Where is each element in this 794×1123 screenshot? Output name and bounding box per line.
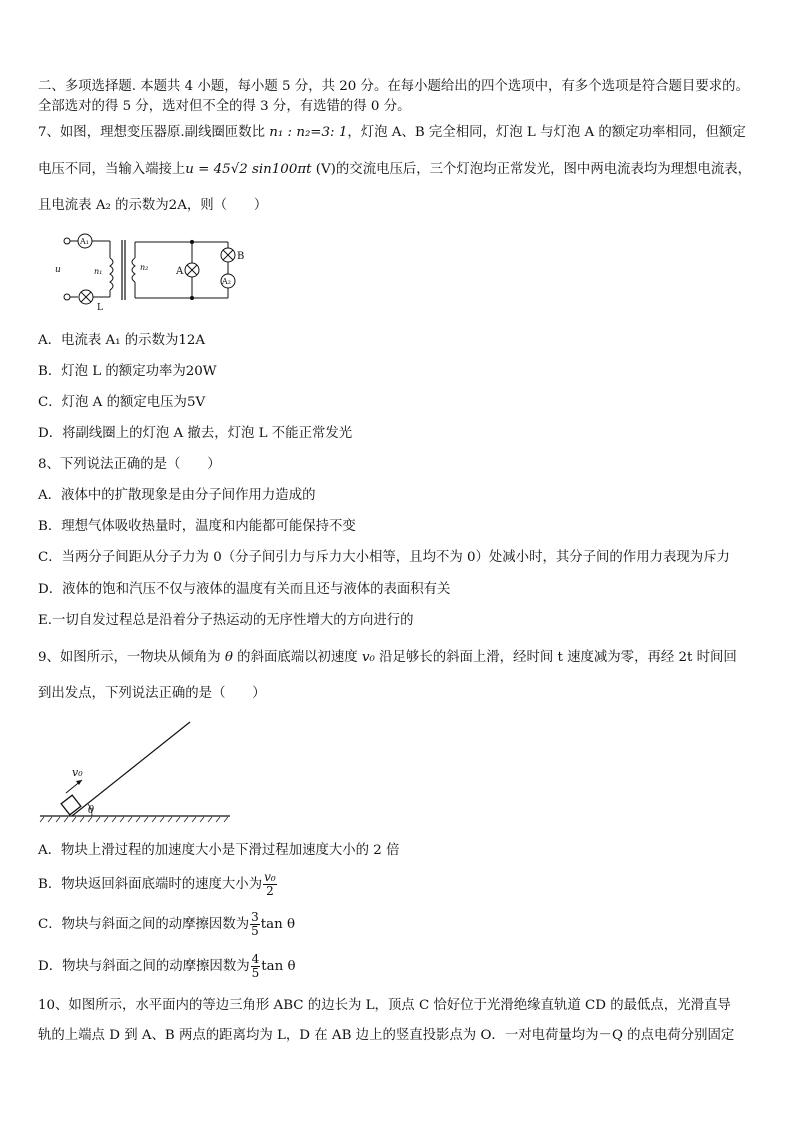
q9-option-c-text: C．物块与斜面之间的动摩擦因数为 [38, 917, 250, 932]
q8-option-d: D．液体的饱和汽压不仅与液体的温度有关而且还与液体的表面积有关 [38, 582, 451, 597]
q7-voltage-formula: u = 45√2 sin100πt [185, 162, 312, 177]
q9-option-b-fraction [263, 871, 277, 898]
label-l: L [97, 303, 103, 313]
q9-option-d [38, 952, 296, 982]
incline-line [72, 722, 190, 816]
label-b: B [237, 251, 245, 262]
q7-stem-text-a: 7、如图，理想变压器原.副线圈匝数比 [38, 125, 270, 140]
q9-option-a: A．物块上滑过程的加速度大小是下滑过程加速度大小的 2 倍 [38, 843, 400, 858]
q7-option-a: A．电流表 A₁ 的示数为12A [38, 333, 206, 348]
q7-stem-text-d: (V)的交流电压后，三个灯泡均正常发光，图中两电流表均为理想电流表， [311, 162, 752, 177]
q7-turns-ratio: n₁ : n₂=3: 1 [269, 125, 348, 140]
label-n1: n₁ [94, 267, 103, 276]
q9-stem-line-1 [38, 649, 737, 667]
q9-option-d-text: D．物块与斜面之间的动摩擦因数为 [38, 959, 250, 974]
q8-stem: 8、下列说法正确的是（ ） [38, 457, 221, 472]
q9-incline-figure [38, 720, 238, 826]
q7-stem-text-b: ，灯泡 A、B 完全相同，灯泡 L 与灯泡 A 的额定功率相同，但额定 [347, 125, 746, 140]
fraction-denominator: 2 [266, 884, 274, 898]
fraction-denominator: 5 [251, 924, 259, 938]
fraction-numerator: v₀ [264, 870, 276, 884]
q9-stem-text-a: 9、如图所示，一物块从倾角为 [38, 650, 225, 665]
q7-stem-line-2 [38, 161, 751, 179]
q9-option-c [38, 910, 295, 940]
q9-option-b-text: B．物块返回斜面底端时的速度大小为 [38, 877, 263, 892]
label-theta: θ [88, 805, 95, 816]
q9-option-c-tan: tan θ [260, 917, 296, 932]
q9-option-b [38, 870, 278, 900]
section-heading-line-2: 全部选对的得 5 分，选对但不全的得 3 分，有选错的得 0 分。 [38, 99, 411, 114]
q9-option-d-fraction [251, 953, 261, 980]
fraction-numerator: 4 [251, 952, 260, 966]
fraction-denominator: 5 [251, 966, 260, 980]
primary-coil-symbol [110, 258, 113, 290]
fraction-numerator: 3 [251, 910, 259, 924]
secondary-coil-symbol [132, 258, 135, 282]
q7-option-b: B．灯泡 L 的额定功率为20W [38, 364, 217, 379]
q7-option-c: C．灯泡 A 的额定电压为5V [38, 395, 206, 410]
q9-theta: θ [224, 650, 233, 665]
q7-stem-line-3: 且电流表 A₂ 的示数为2A，则（ ） [38, 198, 268, 213]
label-a: A [176, 266, 184, 277]
q9-option-d-tan: tan θ [261, 959, 296, 974]
label-a2: A₂ [222, 277, 231, 286]
q8-option-b: B．理想气体吸收热量时，温度和内能都可能保持不变 [38, 519, 356, 534]
q7-stem-line-1 [38, 124, 746, 142]
q10-stem-line-2: 轨的上端点 D 到 A、B 两点的距离均为 L，D 在 AB 边上的竖直投影点为 O．一对电荷量均为－Q 的点电荷分别固定 [38, 1028, 735, 1043]
section-heading-line-1: 二、多项选择题. 本题共 4 小题，每小题 5 分，共 20 分。在每小题给出的四个选项中，有多个选项是符合题目要求的。 [38, 79, 749, 94]
label-v0: v₀ [72, 766, 83, 779]
q7-transformer-circuit-figure [40, 228, 250, 318]
label-a1: A₁ [80, 237, 89, 246]
q10-stem-line-1: 10、如图所示，水平面内的等边三角形 ABC 的边长为 L，顶点 C 恰好位于光滑绝缘直轨道 CD 的最低点，光滑直导 [38, 998, 731, 1013]
q7-option-d: D．将副线圈上的灯泡 A 撤去，灯泡 L 不能正常发光 [38, 426, 353, 441]
q9-v0: v₀ [361, 650, 375, 665]
q9-option-c-fraction [250, 911, 260, 938]
q9-stem-text-c: 沿足够长的斜面上滑，经时间 t 速度减为零，再经 2t 时间回 [374, 650, 737, 665]
q8-option-e: E.一切自发过程总是沿着分子热运动的无序性增大的方向进行的 [38, 613, 414, 628]
label-u: u [55, 265, 61, 275]
q9-stem-line-2: 到出发点，下列说法正确的是（ ） [38, 686, 266, 701]
label-n2: n₂ [140, 263, 149, 272]
q7-stem-text-c: 电压不同，当输入端接上 [38, 162, 186, 177]
q8-option-a: A．液体中的扩散现象是由分子间作用力造成的 [38, 488, 316, 503]
q9-stem-text-b: 的斜面底端以初速度 [232, 650, 362, 665]
q8-option-c: C．当两分子间距从分子力为 0（分子间引力与斥力大小相等，且均不为 0）处减小时，其分子间的作用力表现为斥力 [38, 550, 730, 565]
